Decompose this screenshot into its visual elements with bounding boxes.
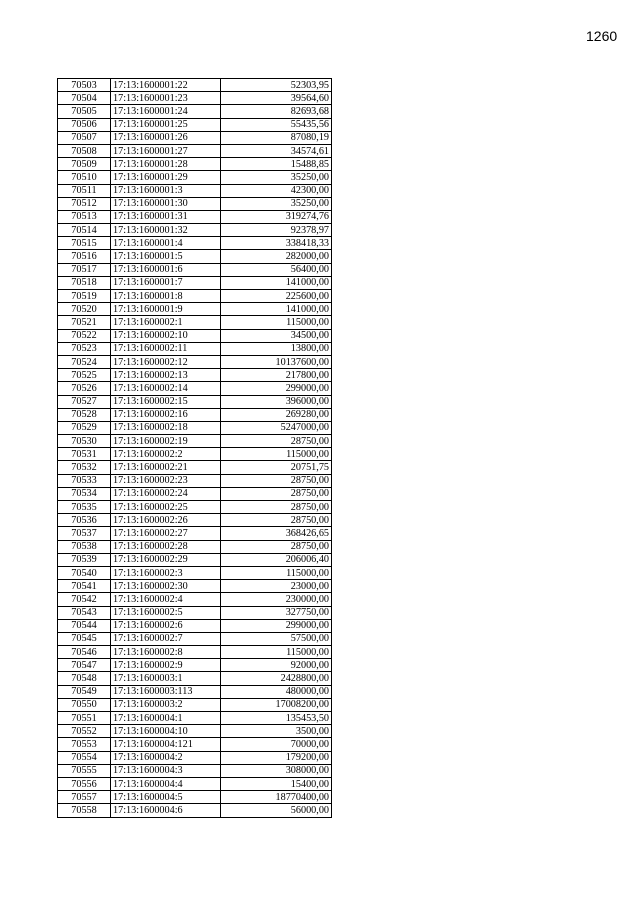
cadastral-value-cell: 15488,85 xyxy=(221,158,332,171)
row-number-cell: 70504 xyxy=(58,92,111,105)
row-number-cell: 70528 xyxy=(58,408,111,421)
table-row xyxy=(58,619,332,632)
cadastral-number-cell: 17:13:1600001:24 xyxy=(111,105,221,118)
table-row xyxy=(58,580,332,593)
cadastral-value-cell: 115000,00 xyxy=(221,566,332,579)
cadastral-value-cell: 319274,76 xyxy=(221,210,332,223)
row-number-cell: 70553 xyxy=(58,738,111,751)
cadastral-number-cell: 17:13:1600001:27 xyxy=(111,144,221,157)
cadastral-value-cell: 52303,95 xyxy=(221,79,332,92)
cadastral-value-cell: 87080,19 xyxy=(221,131,332,144)
table-row xyxy=(58,355,332,368)
row-number-cell: 70529 xyxy=(58,421,111,434)
cadastral-value-cell: 13800,00 xyxy=(221,342,332,355)
table-row xyxy=(58,738,332,751)
cadastral-value-cell: 56400,00 xyxy=(221,263,332,276)
cadastral-value-cell: 141000,00 xyxy=(221,303,332,316)
row-number-cell: 70526 xyxy=(58,382,111,395)
row-number-cell: 70541 xyxy=(58,580,111,593)
cadastral-value-cell: 57500,00 xyxy=(221,632,332,645)
table-row xyxy=(58,804,332,817)
cadastral-value-cell: 10137600,00 xyxy=(221,355,332,368)
cadastral-value-cell: 282000,00 xyxy=(221,250,332,263)
table-row xyxy=(58,566,332,579)
row-number-cell: 70548 xyxy=(58,672,111,685)
row-number-cell: 70531 xyxy=(58,448,111,461)
cadastral-number-cell: 17:13:1600002:26 xyxy=(111,514,221,527)
row-number-cell: 70540 xyxy=(58,566,111,579)
row-number-cell: 70505 xyxy=(58,105,111,118)
row-number-cell: 70555 xyxy=(58,764,111,777)
table-row xyxy=(58,224,332,237)
table-row xyxy=(58,171,332,184)
table-row xyxy=(58,448,332,461)
cadastral-value-cell: 480000,00 xyxy=(221,685,332,698)
table-row xyxy=(58,144,332,157)
cadastral-value-cell: 82693,68 xyxy=(221,105,332,118)
cadastral-value-cell: 141000,00 xyxy=(221,276,332,289)
table-row xyxy=(58,712,332,725)
row-number-cell: 70511 xyxy=(58,184,111,197)
table-row xyxy=(58,395,332,408)
cadastral-number-cell: 17:13:1600002:8 xyxy=(111,646,221,659)
row-number-cell: 70517 xyxy=(58,263,111,276)
table-row xyxy=(58,527,332,540)
cadastral-number-cell: 17:13:1600001:22 xyxy=(111,79,221,92)
cadastral-value-cell: 327750,00 xyxy=(221,606,332,619)
table-row xyxy=(58,79,332,92)
table-row xyxy=(58,435,332,448)
table-row xyxy=(58,659,332,672)
row-number-cell: 70537 xyxy=(58,527,111,540)
cadastral-number-cell: 17:13:1600004:2 xyxy=(111,751,221,764)
cadastral-value-cell: 299000,00 xyxy=(221,619,332,632)
row-number-cell: 70523 xyxy=(58,342,111,355)
cadastral-number-cell: 17:13:1600002:14 xyxy=(111,382,221,395)
row-number-cell: 70551 xyxy=(58,712,111,725)
table-row xyxy=(58,474,332,487)
table-row xyxy=(58,342,332,355)
table-row xyxy=(58,197,332,210)
row-number-cell: 70544 xyxy=(58,619,111,632)
cadastral-value-cell: 179200,00 xyxy=(221,751,332,764)
table-row xyxy=(58,725,332,738)
cadastral-value-cell: 2428800,00 xyxy=(221,672,332,685)
row-number-cell: 70527 xyxy=(58,395,111,408)
table-row xyxy=(58,303,332,316)
cadastral-value-cell: 368426,65 xyxy=(221,527,332,540)
row-number-cell: 70510 xyxy=(58,171,111,184)
table-row xyxy=(58,791,332,804)
cadastral-value-cell: 20751,75 xyxy=(221,461,332,474)
row-number-cell: 70507 xyxy=(58,131,111,144)
cadastral-number-cell: 17:13:1600001:25 xyxy=(111,118,221,131)
cadastral-number-cell: 17:13:1600002:1 xyxy=(111,316,221,329)
cadastral-number-cell: 17:13:1600001:7 xyxy=(111,276,221,289)
cadastral-number-cell: 17:13:1600002:30 xyxy=(111,580,221,593)
cadastral-number-cell: 17:13:1600002:24 xyxy=(111,487,221,500)
table-row xyxy=(58,632,332,645)
row-number-cell: 70506 xyxy=(58,118,111,131)
row-number-cell: 70530 xyxy=(58,435,111,448)
cadastral-value-cell: 269280,00 xyxy=(221,408,332,421)
cadastral-number-cell: 17:13:1600002:6 xyxy=(111,619,221,632)
table-row xyxy=(58,369,332,382)
cadastral-value-cell: 3500,00 xyxy=(221,725,332,738)
row-number-cell: 70512 xyxy=(58,197,111,210)
row-number-cell: 70516 xyxy=(58,250,111,263)
cadastral-number-cell: 17:13:1600001:31 xyxy=(111,210,221,223)
table-row xyxy=(58,487,332,500)
cadastral-number-cell: 17:13:1600004:3 xyxy=(111,764,221,777)
cadastral-value-cell: 28750,00 xyxy=(221,487,332,500)
table-row xyxy=(58,672,332,685)
row-number-cell: 70547 xyxy=(58,659,111,672)
table-row xyxy=(58,184,332,197)
cadastral-number-cell: 17:13:1600003:2 xyxy=(111,698,221,711)
row-number-cell: 70539 xyxy=(58,553,111,566)
table-row xyxy=(58,751,332,764)
table-row xyxy=(58,777,332,790)
table-row xyxy=(58,646,332,659)
cadastral-number-cell: 17:13:1600002:9 xyxy=(111,659,221,672)
cadastral-number-cell: 17:13:1600003:113 xyxy=(111,685,221,698)
table-row xyxy=(58,237,332,250)
row-number-cell: 70543 xyxy=(58,606,111,619)
table-row xyxy=(58,685,332,698)
cadastral-number-cell: 17:13:1600003:1 xyxy=(111,672,221,685)
cadastral-value-cell: 35250,00 xyxy=(221,197,332,210)
cadastral-value-cell: 308000,00 xyxy=(221,764,332,777)
cadastral-value-cell: 225600,00 xyxy=(221,290,332,303)
cadastral-number-cell: 17:13:1600001:26 xyxy=(111,131,221,144)
cadastral-value-cell: 217800,00 xyxy=(221,369,332,382)
cadastral-value-cell: 115000,00 xyxy=(221,448,332,461)
row-number-cell: 70515 xyxy=(58,237,111,250)
cadastral-number-cell: 17:13:1600001:28 xyxy=(111,158,221,171)
cadastral-number-cell: 17:13:1600001:23 xyxy=(111,92,221,105)
cadastral-value-cell: 28750,00 xyxy=(221,435,332,448)
cadastral-number-cell: 17:13:1600001:4 xyxy=(111,237,221,250)
cadastral-number-cell: 17:13:1600002:12 xyxy=(111,355,221,368)
cadastral-number-cell: 17:13:1600001:6 xyxy=(111,263,221,276)
row-number-cell: 70557 xyxy=(58,791,111,804)
cadastral-number-cell: 17:13:1600002:15 xyxy=(111,395,221,408)
table-row xyxy=(58,553,332,566)
cadastral-value-cell: 39564,60 xyxy=(221,92,332,105)
row-number-cell: 70513 xyxy=(58,210,111,223)
cadastral-number-cell: 17:13:1600002:27 xyxy=(111,527,221,540)
table-row xyxy=(58,698,332,711)
cadastral-number-cell: 17:13:1600002:19 xyxy=(111,435,221,448)
cadastral-number-cell: 17:13:1600001:8 xyxy=(111,290,221,303)
table-row xyxy=(58,408,332,421)
cadastral-value-cell: 42300,00 xyxy=(221,184,332,197)
cadastral-value-cell: 135453,50 xyxy=(221,712,332,725)
cadastral-value-cell: 92378,97 xyxy=(221,224,332,237)
cadastral-value-cell: 396000,00 xyxy=(221,395,332,408)
row-number-cell: 70536 xyxy=(58,514,111,527)
row-number-cell: 70550 xyxy=(58,698,111,711)
table-row xyxy=(58,382,332,395)
row-number-cell: 70532 xyxy=(58,461,111,474)
table-row xyxy=(58,276,332,289)
cadastral-number-cell: 17:13:1600002:13 xyxy=(111,369,221,382)
row-number-cell: 70546 xyxy=(58,646,111,659)
cadastral-number-cell: 17:13:1600002:4 xyxy=(111,593,221,606)
row-number-cell: 70556 xyxy=(58,777,111,790)
row-number-cell: 70508 xyxy=(58,144,111,157)
cadastral-value-cell: 338418,33 xyxy=(221,237,332,250)
cadastral-number-cell: 17:13:1600002:2 xyxy=(111,448,221,461)
cadastral-number-cell: 17:13:1600002:3 xyxy=(111,566,221,579)
table-row xyxy=(58,593,332,606)
table-row xyxy=(58,421,332,434)
table-row xyxy=(58,461,332,474)
table-row xyxy=(58,92,332,105)
cadastral-value-cell: 28750,00 xyxy=(221,514,332,527)
table-row xyxy=(58,118,332,131)
cadastral-value-cell: 115000,00 xyxy=(221,316,332,329)
table-row xyxy=(58,316,332,329)
row-number-cell: 70503 xyxy=(58,79,111,92)
row-number-cell: 70533 xyxy=(58,474,111,487)
cadastral-number-cell: 17:13:1600002:18 xyxy=(111,421,221,434)
cadastral-value-table xyxy=(57,78,332,818)
table-row xyxy=(58,105,332,118)
table-row xyxy=(58,263,332,276)
cadastral-number-cell: 17:13:1600002:7 xyxy=(111,632,221,645)
cadastral-number-cell: 17:13:1600001:5 xyxy=(111,250,221,263)
row-number-cell: 70545 xyxy=(58,632,111,645)
row-number-cell: 70514 xyxy=(58,224,111,237)
cadastral-value-cell: 206006,40 xyxy=(221,553,332,566)
table-body xyxy=(58,79,332,818)
cadastral-number-cell: 17:13:1600004:121 xyxy=(111,738,221,751)
row-number-cell: 70518 xyxy=(58,276,111,289)
row-number-cell: 70542 xyxy=(58,593,111,606)
cadastral-number-cell: 17:13:1600001:32 xyxy=(111,224,221,237)
cadastral-number-cell: 17:13:1600002:23 xyxy=(111,474,221,487)
cadastral-number-cell: 17:13:1600002:29 xyxy=(111,553,221,566)
cadastral-number-cell: 17:13:1600002:28 xyxy=(111,540,221,553)
row-number-cell: 70558 xyxy=(58,804,111,817)
row-number-cell: 70509 xyxy=(58,158,111,171)
cadastral-number-cell: 17:13:1600004:5 xyxy=(111,791,221,804)
row-number-cell: 70538 xyxy=(58,540,111,553)
cadastral-value-cell: 299000,00 xyxy=(221,382,332,395)
cadastral-number-cell: 17:13:1600002:10 xyxy=(111,329,221,342)
cadastral-number-cell: 17:13:1600002:11 xyxy=(111,342,221,355)
cadastral-value-cell: 17008200,00 xyxy=(221,698,332,711)
cadastral-value-cell: 18770400,00 xyxy=(221,791,332,804)
cadastral-value-cell: 15400,00 xyxy=(221,777,332,790)
table-row xyxy=(58,540,332,553)
cadastral-value-cell: 5247000,00 xyxy=(221,421,332,434)
row-number-cell: 70549 xyxy=(58,685,111,698)
cadastral-number-cell: 17:13:1600001:9 xyxy=(111,303,221,316)
row-number-cell: 70520 xyxy=(58,303,111,316)
cadastral-value-cell: 34574,61 xyxy=(221,144,332,157)
cadastral-number-cell: 17:13:1600001:29 xyxy=(111,171,221,184)
table-row xyxy=(58,131,332,144)
cadastral-value-cell: 55435,56 xyxy=(221,118,332,131)
cadastral-value-cell: 35250,00 xyxy=(221,171,332,184)
table-row xyxy=(58,514,332,527)
cadastral-number-cell: 17:13:1600001:30 xyxy=(111,197,221,210)
cadastral-number-cell: 17:13:1600004:4 xyxy=(111,777,221,790)
cadastral-number-cell: 17:13:1600004:1 xyxy=(111,712,221,725)
cadastral-value-cell: 56000,00 xyxy=(221,804,332,817)
cadastral-number-cell: 17:13:1600002:5 xyxy=(111,606,221,619)
table-row xyxy=(58,250,332,263)
row-number-cell: 70522 xyxy=(58,329,111,342)
cadastral-value-cell: 28750,00 xyxy=(221,474,332,487)
cadastral-value-cell: 34500,00 xyxy=(221,329,332,342)
row-number-cell: 70525 xyxy=(58,369,111,382)
cadastral-value-cell: 230000,00 xyxy=(221,593,332,606)
cadastral-number-cell: 17:13:1600002:25 xyxy=(111,501,221,514)
table-row xyxy=(58,606,332,619)
row-number-cell: 70524 xyxy=(58,355,111,368)
row-number-cell: 70554 xyxy=(58,751,111,764)
page-number: 1260 xyxy=(586,28,618,44)
table-row xyxy=(58,764,332,777)
cadastral-number-cell: 17:13:1600004:6 xyxy=(111,804,221,817)
table-row xyxy=(58,501,332,514)
table-row xyxy=(58,158,332,171)
cadastral-number-cell: 17:13:1600004:10 xyxy=(111,725,221,738)
table-row xyxy=(58,210,332,223)
cadastral-value-cell: 28750,00 xyxy=(221,540,332,553)
cadastral-value-cell: 92000,00 xyxy=(221,659,332,672)
cadastral-number-cell: 17:13:1600002:21 xyxy=(111,461,221,474)
cadastral-value-cell: 28750,00 xyxy=(221,501,332,514)
row-number-cell: 70519 xyxy=(58,290,111,303)
row-number-cell: 70534 xyxy=(58,487,111,500)
cadastral-number-cell: 17:13:1600001:3 xyxy=(111,184,221,197)
cadastral-value-cell: 70000,00 xyxy=(221,738,332,751)
row-number-cell: 70535 xyxy=(58,501,111,514)
table-row xyxy=(58,290,332,303)
row-number-cell: 70521 xyxy=(58,316,111,329)
row-number-cell: 70552 xyxy=(58,725,111,738)
cadastral-value-cell: 23000,00 xyxy=(221,580,332,593)
cadastral-value-cell: 115000,00 xyxy=(221,646,332,659)
cadastral-number-cell: 17:13:1600002:16 xyxy=(111,408,221,421)
table-row xyxy=(58,329,332,342)
